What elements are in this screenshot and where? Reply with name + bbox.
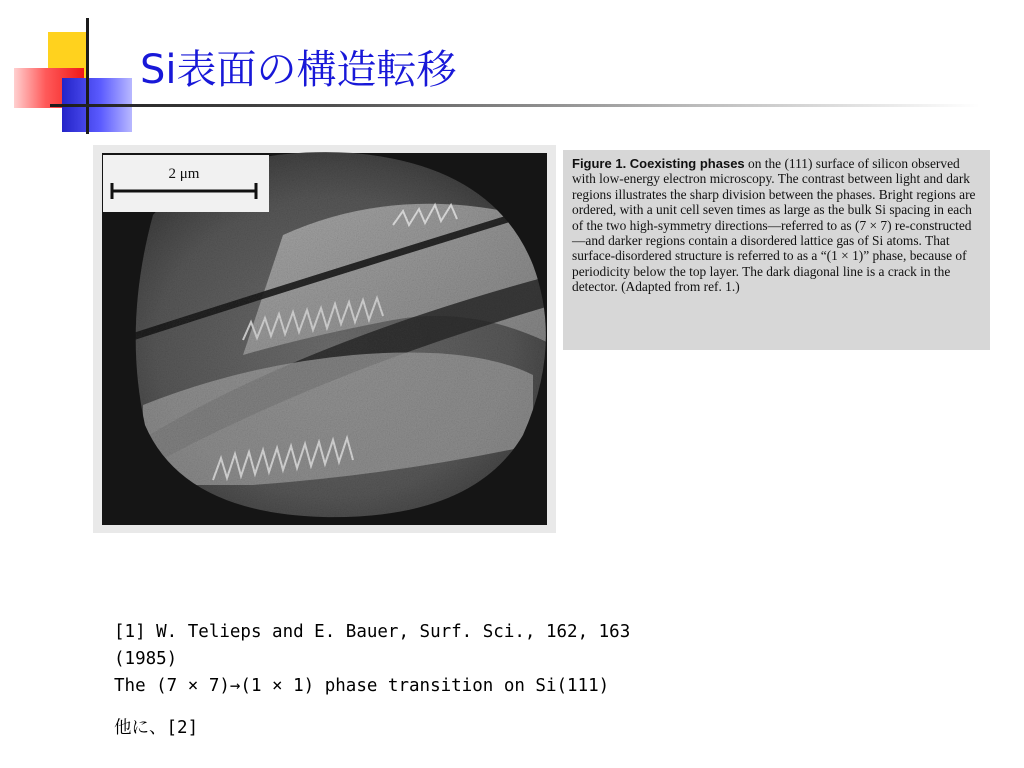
decor-vertical-line: [86, 18, 89, 134]
leem-micrograph-image: [93, 145, 556, 533]
caption-title: Figure 1. Coexisting phases: [572, 156, 745, 171]
caption-body: on the (111) surface of silicon observed with low-energy electron microscopy. The contrast between light and dark regions illustrates the sharp division between the phases. Bright regions are ordered, with a unit cell seven times as large as the bulk Si spacing in each of the two high-symmetry directions—referred to as (7 × 7) re-constructed—and darker regions contain a disordered lattice gas of Si atoms. That surface-disordered structure is referred to as a “(1 × 1)” phase, because of periodicity below the top layer. The dark diagonal line is a crack in the detector. (Adapted from ref. 1.): [572, 156, 976, 295]
other-reference: 他に、[2]: [114, 718, 199, 738]
reference-1-line-1: [1] W. Telieps and E. Bauer, Surf. Sci., 162, 163: [114, 622, 631, 642]
scale-bar-box: [103, 155, 269, 212]
title-underline: [50, 104, 980, 107]
phase-transition-note: The (7 × 7)→(1 × 1) phase transition on Si(111): [114, 676, 610, 696]
scale-bar-label: 2 μm: [168, 166, 200, 182]
slide-title: Si表面の構造転移: [140, 47, 457, 93]
reference-1-line-2: (1985): [114, 649, 178, 669]
figure-caption: [563, 150, 990, 350]
